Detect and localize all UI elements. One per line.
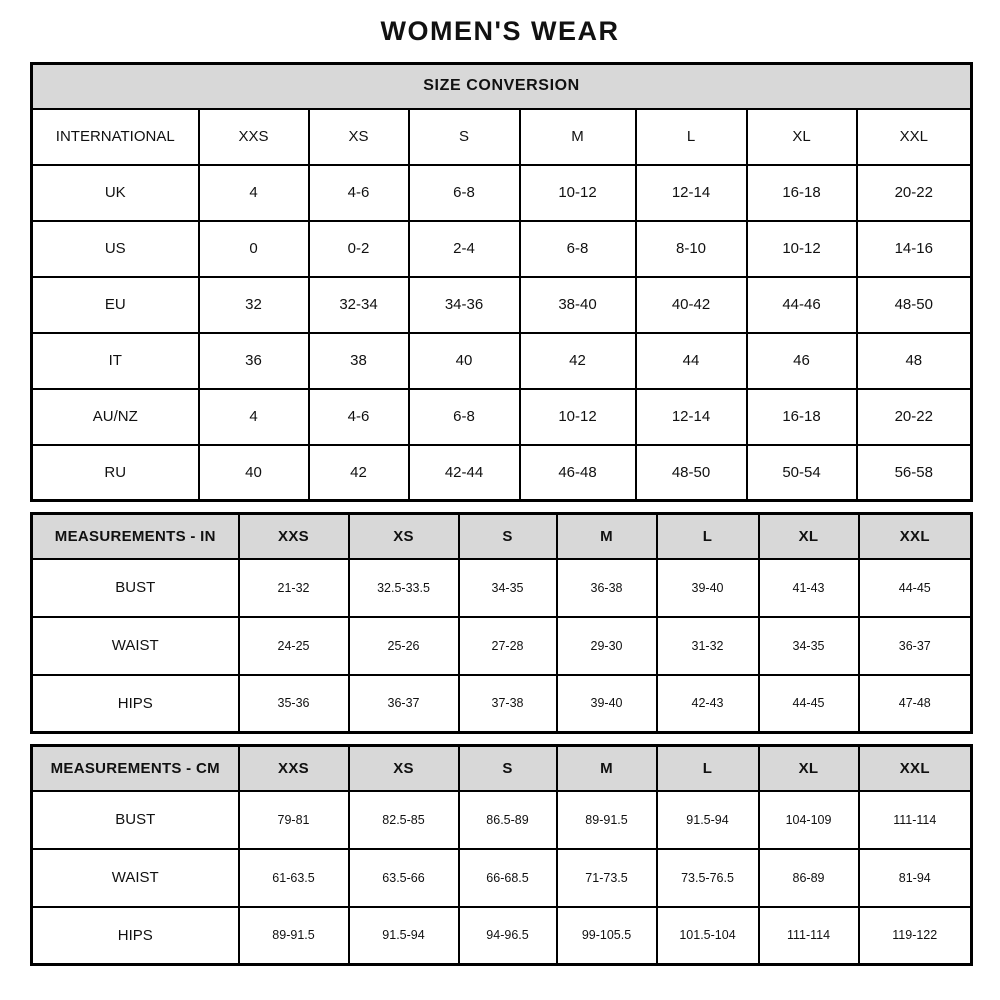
value-cell: 6-8 [409, 165, 520, 221]
value-cell: 46 [747, 333, 857, 389]
value-cell: 25-26 [349, 617, 459, 675]
value-cell: 41-43 [759, 559, 859, 617]
size-column-header: XS [349, 746, 459, 791]
value-cell: 48-50 [636, 445, 747, 501]
table-row [32, 907, 972, 965]
value-cell: 4 [199, 165, 309, 221]
value-cell: 44-46 [747, 277, 857, 333]
size-column-header: XXS [239, 746, 349, 791]
value-cell: 46-48 [520, 445, 636, 501]
value-cell: 63.5-66 [349, 849, 459, 907]
table-row [32, 559, 972, 617]
value-cell: 71-73.5 [557, 849, 657, 907]
value-cell: 61-63.5 [239, 849, 349, 907]
value-cell: 36-38 [557, 559, 657, 617]
size-column-header: S [459, 514, 557, 559]
value-cell: 10-12 [520, 165, 636, 221]
value-cell: 12-14 [636, 389, 747, 445]
value-cell: 2-4 [409, 221, 520, 277]
value-cell: 48-50 [857, 277, 972, 333]
value-cell: 29-30 [557, 617, 657, 675]
table-row [32, 165, 972, 221]
value-cell: 37-38 [459, 675, 557, 733]
value-cell: 81-94 [859, 849, 972, 907]
value-cell: 89-91.5 [239, 907, 349, 965]
row-label: BUST [32, 791, 239, 849]
row-label: RU [32, 445, 199, 501]
size-column-header: XL [759, 746, 859, 791]
value-cell: 39-40 [557, 675, 657, 733]
value-cell: 91.5-94 [349, 907, 459, 965]
value-cell: 101.5-104 [657, 907, 759, 965]
value-cell: 36-37 [349, 675, 459, 733]
value-cell: 40 [409, 333, 520, 389]
table-row [32, 221, 972, 277]
value-cell: 44-45 [759, 675, 859, 733]
size-column-header: M [557, 746, 657, 791]
value-cell: 111-114 [859, 791, 972, 849]
value-cell: 32.5-33.5 [349, 559, 459, 617]
value-cell: 119-122 [859, 907, 972, 965]
value-cell: 34-35 [459, 559, 557, 617]
value-cell: 31-32 [657, 617, 759, 675]
value-cell: 73.5-76.5 [657, 849, 759, 907]
value-cell: 21-32 [239, 559, 349, 617]
table-row [32, 333, 972, 389]
table-row [32, 277, 972, 333]
value-cell: 20-22 [857, 165, 972, 221]
table-row [32, 675, 972, 733]
value-cell: 50-54 [747, 445, 857, 501]
size-column-header: L [657, 746, 759, 791]
row-label: HIPS [32, 675, 239, 733]
row-label: AU/NZ [32, 389, 199, 445]
value-cell: 91.5-94 [657, 791, 759, 849]
table-row [32, 389, 972, 445]
value-cell: 42-44 [409, 445, 520, 501]
value-cell: 16-18 [747, 389, 857, 445]
value-cell: 12-14 [636, 165, 747, 221]
table-row [32, 617, 972, 675]
row-label: WAIST [32, 617, 239, 675]
size-column-header: S [409, 109, 520, 165]
measurements-in-table [30, 512, 973, 734]
value-cell: 82.5-85 [349, 791, 459, 849]
value-cell: 104-109 [759, 791, 859, 849]
size-column-header: XXL [859, 514, 972, 559]
measurements-cm-header-row [32, 746, 972, 791]
value-cell: 42 [309, 445, 409, 501]
value-cell: 4 [199, 389, 309, 445]
value-cell: 20-22 [857, 389, 972, 445]
value-cell: 4-6 [309, 389, 409, 445]
value-cell: 66-68.5 [459, 849, 557, 907]
size-column-header: XXL [859, 746, 972, 791]
value-cell: 86-89 [759, 849, 859, 907]
value-cell: 32 [199, 277, 309, 333]
value-cell: 48 [857, 333, 972, 389]
value-cell: 38 [309, 333, 409, 389]
size-column-header: XL [759, 514, 859, 559]
value-cell: 24-25 [239, 617, 349, 675]
value-cell: 40-42 [636, 277, 747, 333]
value-cell: 0-2 [309, 221, 409, 277]
value-cell: 86.5-89 [459, 791, 557, 849]
value-cell: 0 [199, 221, 309, 277]
value-cell: 36-37 [859, 617, 972, 675]
value-cell: 39-40 [657, 559, 759, 617]
row-label: US [32, 221, 199, 277]
value-cell: 4-6 [309, 165, 409, 221]
table-row [32, 791, 972, 849]
value-cell: 47-48 [859, 675, 972, 733]
value-cell: 36 [199, 333, 309, 389]
value-cell: 8-10 [636, 221, 747, 277]
value-cell: 44-45 [859, 559, 972, 617]
value-cell: 40 [199, 445, 309, 501]
size-column-header: XXL [857, 109, 972, 165]
size-column-header: L [657, 514, 759, 559]
value-cell: 79-81 [239, 791, 349, 849]
size-column-header: S [459, 746, 557, 791]
measurements-in-title: MEASUREMENTS - IN [32, 514, 239, 559]
size-conversion-table [30, 62, 973, 502]
value-cell: 99-105.5 [557, 907, 657, 965]
value-cell: 38-40 [520, 277, 636, 333]
value-cell: 34-36 [409, 277, 520, 333]
size-column-header: L [636, 109, 747, 165]
measurements-cm-title: MEASUREMENTS - CM [32, 746, 239, 791]
size-column-header: M [520, 109, 636, 165]
row-label: HIPS [32, 907, 239, 965]
size-column-header: M [557, 514, 657, 559]
measurements-cm-table [30, 744, 973, 966]
measurements-in-header-row [32, 514, 972, 559]
value-cell: 56-58 [857, 445, 972, 501]
international-header: INTERNATIONAL [32, 109, 199, 165]
value-cell: 44 [636, 333, 747, 389]
value-cell: 34-35 [759, 617, 859, 675]
value-cell: 42 [520, 333, 636, 389]
size-column-header: XXS [199, 109, 309, 165]
row-label: BUST [32, 559, 239, 617]
value-cell: 14-16 [857, 221, 972, 277]
table-title-row [32, 64, 972, 109]
row-label: WAIST [32, 849, 239, 907]
value-cell: 35-36 [239, 675, 349, 733]
table-row [32, 445, 972, 501]
row-label: EU [32, 277, 199, 333]
value-cell: 6-8 [409, 389, 520, 445]
value-cell: 32-34 [309, 277, 409, 333]
size-conversion-title: SIZE CONVERSION [32, 64, 972, 109]
value-cell: 42-43 [657, 675, 759, 733]
table-row [32, 849, 972, 907]
row-label: IT [32, 333, 199, 389]
value-cell: 89-91.5 [557, 791, 657, 849]
value-cell: 94-96.5 [459, 907, 557, 965]
page-title: WOMEN'S WEAR [380, 16, 620, 46]
value-cell: 16-18 [747, 165, 857, 221]
sizes-header-row [32, 109, 972, 165]
value-cell: 6-8 [520, 221, 636, 277]
size-column-header: XXS [239, 514, 349, 559]
row-label: UK [32, 165, 199, 221]
size-column-header: XS [309, 109, 409, 165]
size-column-header: XL [747, 109, 857, 165]
size-column-header: XS [349, 514, 459, 559]
value-cell: 27-28 [459, 617, 557, 675]
value-cell: 10-12 [520, 389, 636, 445]
value-cell: 111-114 [759, 907, 859, 965]
value-cell: 10-12 [747, 221, 857, 277]
